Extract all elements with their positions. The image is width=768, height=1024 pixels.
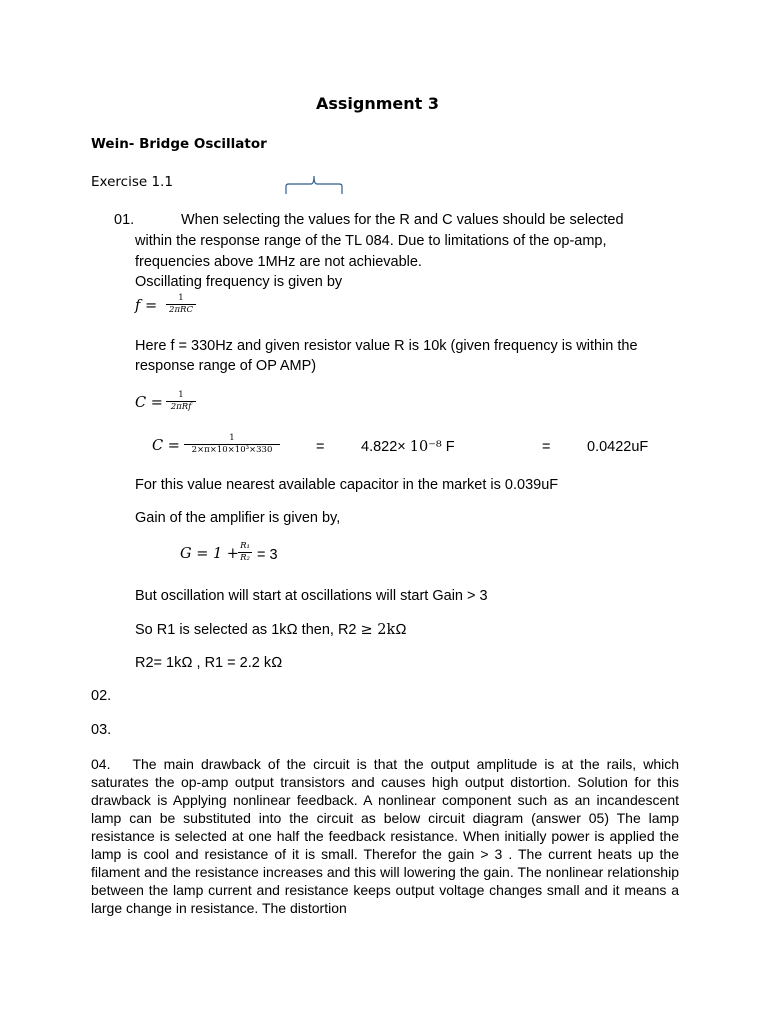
nearest-capacitor-line: For this value nearest available capacitor in the market is 0.039uF bbox=[135, 477, 559, 493]
r1-selection-line bbox=[135, 620, 406, 641]
capacitance-formula-lhs: C = bbox=[135, 395, 163, 411]
gain-formula-denominator: R₂ bbox=[240, 553, 250, 563]
item-01-line-3: frequencies above 1MHz are not achievable. bbox=[135, 254, 422, 270]
exercise-heading: Exercise 1.1 bbox=[91, 174, 173, 190]
capacitance-calc-lhs: C = bbox=[152, 438, 180, 454]
r1-selection-math: ≥ 2k bbox=[360, 622, 396, 638]
item-04-paragraph bbox=[91, 755, 679, 917]
capacitance-calc-equals-1: = bbox=[316, 439, 325, 455]
capacitance-value-mantissa: 4.822× bbox=[361, 439, 410, 455]
capacitance-formula-denominator: 2πRf bbox=[170, 402, 192, 412]
capacitance-calc-denominator: 2×π×10×10³×330 bbox=[191, 445, 273, 455]
capacitance-calc-value bbox=[361, 437, 455, 458]
item-01-line-1: When selecting the values for the R and C values should be selected bbox=[181, 212, 624, 228]
item-01-line-2: within the response range of the TL 084. Due to limitations of the op-amp, bbox=[135, 233, 607, 249]
brace-mark bbox=[284, 172, 344, 198]
capacitance-calc-fraction bbox=[184, 433, 280, 456]
capacitance-value-exponent: 10⁻⁸ bbox=[409, 439, 442, 455]
item-01-number: 01. bbox=[114, 212, 135, 228]
item-03-number: 03. bbox=[91, 722, 112, 738]
section-heading: Wein- Bridge Oscillator bbox=[91, 136, 267, 152]
given-values-line-1: Here f = 330Hz and given resistor value R is 10k (given frequency is within the bbox=[135, 338, 638, 354]
capacitance-formula-numerator: 1 bbox=[178, 390, 184, 400]
oscillating-frequency-line: Oscillating frequency is given by bbox=[135, 274, 343, 290]
gain-formula-numerator: R₁ bbox=[240, 541, 250, 551]
r2-values-line: R2= 1kΩ , R1 = 2.2 kΩ bbox=[135, 655, 283, 671]
capacitance-value-unit: F bbox=[441, 439, 455, 455]
capacitance-calc-result: 0.0422uF bbox=[587, 439, 649, 455]
gain-formula-fraction bbox=[238, 541, 252, 564]
frequency-formula-lhs: f = bbox=[135, 298, 158, 314]
item-04-number: 04. bbox=[91, 756, 111, 772]
capacitance-formula-fraction bbox=[166, 390, 196, 413]
item-04-text: The main drawback of the circuit is that the output amplitude is at the rails, which saturates the op-amp output transistors and causes high output distortion. Solution for this drawback is Applying nonlinear feedback. A nonlinear component such as an incandescent lamp can be substituted into the circuit as below circuit diagram (answer 05) The lamp resistance is selected at one half the feedback resistance. When initially power is applied the lamp is cool and resistance of it is small. Therefor the gain > 3 . The current heats up the filament and the resistance increases and this will lowering the gain. The nonlinear relationship between the lamp current and resistance keeps output voltage changes small and it means a large change in resistance. The distortion bbox=[91, 756, 679, 916]
capacitance-calc-numerator: 1 bbox=[229, 433, 235, 443]
frequency-formula-numerator: 1 bbox=[178, 293, 184, 303]
r1-selection-text: So R1 is selected as 1kΩ then, R2 bbox=[135, 622, 361, 638]
frequency-formula-denominator: 2πRC bbox=[169, 305, 193, 315]
r1-selection-unit: Ω bbox=[395, 622, 407, 638]
capacitance-calc-equals-2: = bbox=[542, 439, 551, 455]
gain-formula-rhs: = 3 bbox=[257, 547, 278, 563]
item-02-number: 02. bbox=[91, 688, 112, 704]
gain-line: Gain of the amplifier is given by, bbox=[135, 510, 341, 526]
page-title: Assignment 3 bbox=[316, 94, 440, 113]
given-values-line-2: response range of OP AMP) bbox=[135, 358, 317, 374]
frequency-formula-fraction bbox=[166, 293, 196, 316]
oscillation-start-line: But oscillation will start at oscillations will start Gain > 3 bbox=[135, 588, 488, 604]
gain-formula-lhs: G = 1 + bbox=[180, 546, 239, 562]
